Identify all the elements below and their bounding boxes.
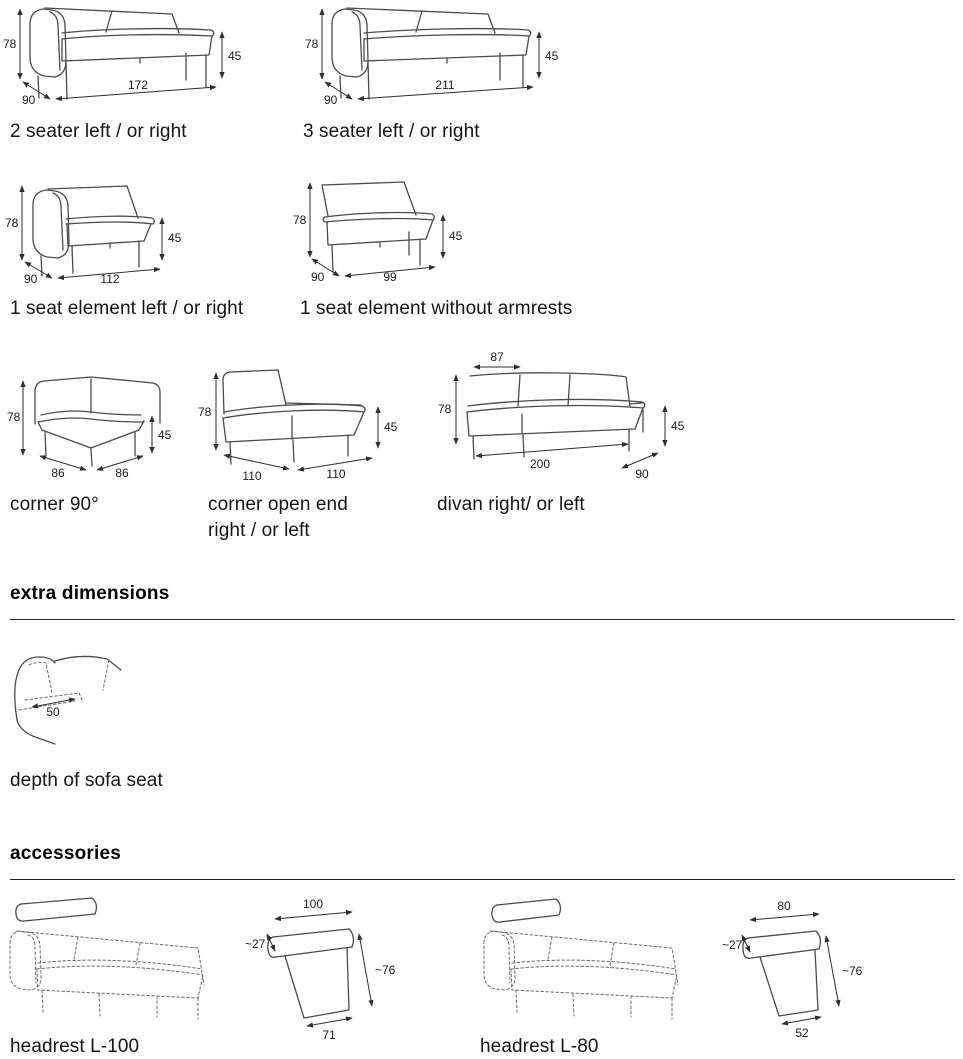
dimension-lines [293, 183, 463, 284]
divan-diagram [430, 344, 686, 484]
dim-side-left: 86 [51, 466, 65, 480]
dim-height: 78 [198, 405, 212, 419]
dim-width: 112 [100, 272, 120, 286]
seat-depth-diagram [5, 648, 135, 763]
figure-label-one-seat-no-arm: 1 seat element without armrests [300, 298, 573, 319]
sofa-outline [33, 186, 154, 276]
figure-label-headrest-100: headrest L-100 [10, 1036, 140, 1057]
dim-height: 78 [305, 37, 319, 51]
sofa-outline [332, 8, 531, 99]
one-seat-no-armrest-diagram [292, 176, 472, 298]
dimension-lines [7, 381, 172, 480]
figure-label-three-seater: 3 seater left / or right [303, 121, 480, 142]
figure-label-corner-open [208, 492, 348, 544]
dim-side-right: 86 [115, 466, 129, 480]
sofa-outline [35, 377, 160, 466]
dim-top-width: 87 [490, 350, 504, 364]
dim-length: 200 [529, 457, 551, 471]
dim-width: 99 [383, 270, 397, 284]
sofa-outline [467, 373, 645, 459]
dim-seat-height: 45 [384, 420, 398, 434]
dim-depth: 90 [324, 93, 338, 107]
dim-seat-depth: 50 [46, 705, 60, 719]
dim-depth: 90 [635, 467, 649, 481]
sofa-outline [223, 370, 365, 464]
dimension-lines [438, 350, 685, 481]
section-divider [10, 619, 955, 620]
dim-side-right: 110 [326, 467, 346, 481]
figure-label-two-seater: 2 seater left / or right [10, 121, 187, 142]
two-seater-diagram [0, 0, 250, 112]
figure-label-corner90: corner 90° [10, 494, 99, 515]
dim-depth: 90 [311, 270, 325, 284]
headrest-roll [492, 899, 561, 922]
dim-height: 78 [293, 213, 307, 227]
headrest-80-sofa-sketch [476, 893, 711, 1033]
sofa-corner-hidden-edges [19, 660, 109, 710]
dim-flap-base: 52 [795, 1026, 809, 1040]
corner-open-end-diagram [194, 352, 400, 500]
dim-roll-length: 100 [302, 897, 324, 911]
dim-flap-height: ~76 [842, 964, 863, 978]
figure-label-seat-depth: depth of sofa seat [10, 770, 163, 791]
dim-seat-height: 45 [545, 49, 559, 63]
sofa-dashed-outline [10, 931, 204, 1019]
dim-height: 78 [7, 410, 21, 424]
dim-flap-height: ~76 [375, 963, 396, 977]
dim-side-left: 110 [242, 469, 262, 483]
figure-label-line2: right / or left [208, 520, 310, 542]
dim-seat-height: 45 [671, 419, 685, 433]
sofa-dashed-outline [484, 931, 678, 1019]
headrest-80-detail-diagram [722, 898, 872, 1046]
dim-roll-thickness: ~27 [722, 938, 743, 952]
dim-width: 211 [435, 78, 455, 92]
dim-depth: 90 [22, 93, 36, 107]
figure-label-headrest-80: headrest L-80 [480, 1036, 599, 1057]
dim-depth: 90 [24, 272, 38, 286]
dim-height: 78 [3, 37, 17, 51]
headrest-100-detail-diagram [245, 898, 405, 1046]
headrest-roll [16, 898, 97, 921]
section-divider [10, 879, 955, 880]
dim-flap-base: 71 [322, 1028, 336, 1042]
one-seat-element-diagram [0, 176, 190, 298]
corner-90-diagram [7, 352, 179, 487]
headrest-100-sofa-sketch [2, 893, 237, 1033]
figure-label-divan: divan right/ or left [437, 494, 585, 515]
dimension-lines [245, 897, 396, 1042]
dim-width: 172 [127, 78, 149, 92]
dimension-lines [5, 186, 182, 286]
dim-seat-height: 45 [168, 231, 182, 245]
dim-seat-height: 45 [449, 229, 463, 243]
headrest-outline [743, 931, 821, 1016]
dimension-lines [198, 373, 398, 483]
sofa-outline [322, 182, 434, 272]
three-seater-diagram [302, 0, 567, 112]
sofa-outline [30, 8, 214, 99]
dim-seat-height: 45 [228, 49, 242, 63]
dim-roll-length: 80 [777, 899, 791, 913]
figure-label-one-seat: 1 seat element left / or right [10, 298, 244, 319]
section-title-extra-dimensions: extra dimensions [10, 583, 170, 604]
dim-seat-height: 45 [158, 428, 172, 442]
dim-height: 78 [5, 216, 19, 230]
dim-roll-thickness: ~27 [245, 937, 266, 951]
section-title-accessories: accessories [10, 843, 122, 864]
headrest-outline [268, 929, 354, 1018]
dimension-lines [722, 899, 863, 1040]
figure-label-line1: corner open end [208, 494, 348, 515]
dim-height: 78 [438, 402, 452, 416]
